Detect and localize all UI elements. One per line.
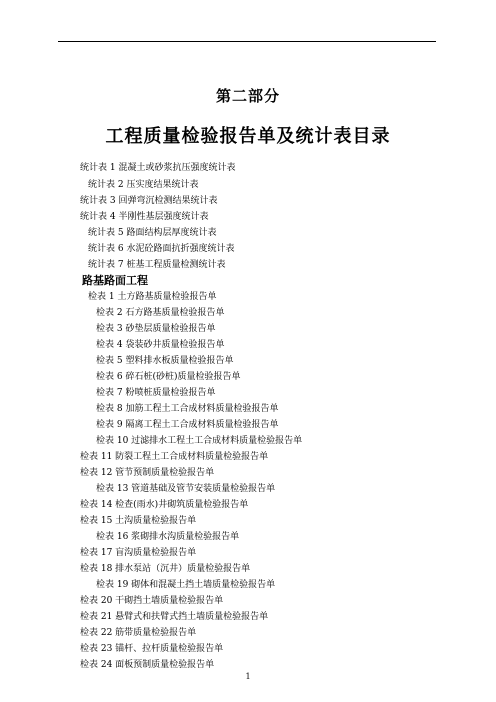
stat-table-1: 统计表 1 混凝土或砂浆抗压强度统计表	[80, 163, 236, 173]
page-number: 1	[245, 672, 251, 681]
stat-table-7: 统计表 7 桩基工程质量检测统计表	[88, 260, 226, 270]
inspection-table-7: 检表 7 粉喷桩质量检验报告单	[96, 388, 216, 398]
inspection-table-13: 检表 13 管道基础及管节安装质量检验报告单	[96, 484, 276, 494]
inspection-table-22: 检表 22 筋带质量检验报告单	[80, 628, 197, 638]
header-rule	[58, 41, 436, 42]
stat-table-4: 统计表 4 半刚性基层强度统计表	[80, 212, 209, 222]
stat-table-6: 统计表 6 水泥砼路面抗折强度统计表	[88, 244, 235, 254]
inspection-table-2: 检表 2 石方路基质量检验报告单	[96, 308, 225, 318]
inspection-table-6: 检表 6 碎石桩(砂桩)质量检验报告单	[96, 372, 241, 382]
inspection-table-21: 检表 21 悬臂式和扶臂式挡土墙质量检验报告单	[80, 612, 269, 622]
inspection-table-16: 检表 16 浆砌排水沟质量检验报告单	[96, 532, 240, 542]
part-title: 第二部分	[215, 87, 280, 105]
inspection-table-24: 检表 24 面板预制质量检验报告单	[80, 660, 215, 670]
inspection-table-5: 检表 5 塑料排水板质量检验报告单	[96, 356, 234, 366]
inspection-table-3: 检表 3 砂垫层质量检验报告单	[96, 324, 216, 334]
inspection-table-20: 检表 20 干砌挡土墙质量检验报告单	[80, 596, 224, 606]
inspection-table-9: 检表 9 隔离工程土工合成材料质量检验报告单	[96, 420, 279, 430]
document-title: 工程质量检验报告单及统计表目录	[105, 126, 391, 147]
inspection-table-12: 检表 12 管节预制质量检验报告单	[80, 468, 215, 478]
stat-table-3: 统计表 3 回弹弯沉检测结果统计表	[80, 196, 218, 206]
inspection-table-4: 检表 4 袋装砂井质量检验报告单	[96, 340, 225, 350]
section-heading: 路基路面工程	[82, 274, 148, 287]
inspection-table-18: 检表 18 排水泵站（沉井）质量检验报告单	[80, 564, 251, 574]
stat-table-2: 统计表 2 压实度结果统计表	[88, 180, 199, 190]
inspection-table-11: 检表 11 防裂工程土工合成材料质量检验报告单	[80, 452, 269, 462]
inspection-table-14: 检表 14 检查(雨水)井砌筑质量检验报告单	[80, 500, 249, 510]
inspection-table-1: 检表 1 土方路基质量检验报告单	[88, 292, 217, 302]
inspection-table-17: 检表 17 盲沟质量检验报告单	[80, 548, 197, 558]
stat-table-5: 统计表 5 路面结构层厚度统计表	[88, 228, 217, 238]
inspection-table-23: 检表 23 锚杆、拉杆质量检验报告单	[80, 644, 224, 654]
inspection-table-19: 检表 19 砌体和混凝土挡土墙质量检验报告单	[96, 580, 276, 590]
inspection-table-15: 检表 15 土沟质量检验报告单	[80, 516, 197, 526]
inspection-table-8: 检表 8 加筋工程土工合成材料质量检验报告单	[96, 404, 279, 414]
inspection-table-10: 检表 10 过滤排水工程土工合成材料质量检验报告单	[96, 436, 303, 446]
